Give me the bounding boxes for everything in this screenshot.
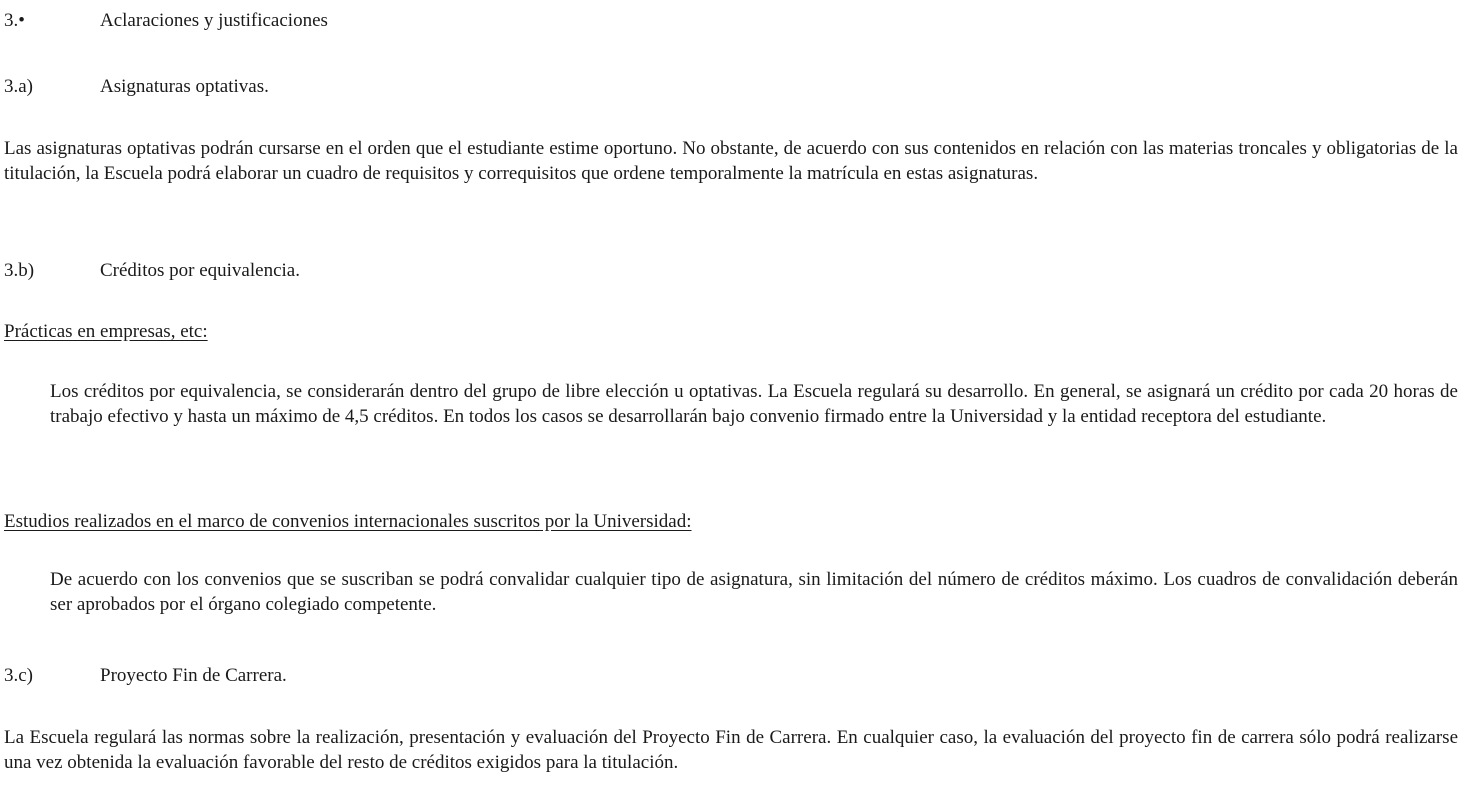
section-3a-heading bbox=[4, 75, 269, 99]
section-3a-title: Asignaturas optativas. bbox=[100, 76, 269, 97]
section-3c-title: Proyecto Fin de Carrera. bbox=[100, 665, 287, 686]
practicas-paragraph: Los créditos por equivalencia, se considerarán dentro del grupo de libre elección u optativas. La Escuela regulará su desarrollo. En general, se asignará un crédito por cada 20 horas de trabajo efectivo y hasta un máximo de 4,5 créditos. En todos los casos se desarrollarán bajo convenio firmado entre la Universidad y la entidad receptora del estudiante. bbox=[50, 381, 1458, 427]
section-3b-heading bbox=[4, 259, 300, 283]
section-3c-number: 3.c) bbox=[4, 665, 34, 686]
section-3c-heading bbox=[4, 664, 287, 688]
section-3c-paragraph: La Escuela regulará las normas sobre la realización, presentación y evaluación del Proyecto Fin de Carrera. En cualquier caso, la evaluación del proyecto fin de carrera sólo podrá realizarse una vez obtenida la evaluación favorable del resto de créditos exigidos para la titulación. bbox=[4, 727, 1458, 773]
section-3a-paragraph: Las asignaturas optativas podrán cursarse en el orden que el estudiante estime oportuno. No obstante, de acuerdo con sus contenidos en relación con las materias troncales y obligatorias de la titulación, la Escuela podrá elaborar un cuadro de requisitos y correquisitos que ordene temporalmente la matrícula en estas asignaturas. bbox=[4, 138, 1458, 184]
convenios-subheading: Estudios realizados en el marco de convenios internacionales suscritos por la Universidad: bbox=[4, 511, 692, 532]
section-3-heading bbox=[4, 9, 328, 33]
section-3b-title: Créditos por equivalencia. bbox=[100, 260, 300, 281]
section-3a-number: 3.a) bbox=[4, 76, 34, 97]
section-3b-number: 3.b) bbox=[4, 260, 35, 281]
section-3-number: 3.• bbox=[4, 10, 25, 31]
convenios-paragraph: De acuerdo con los convenios que se suscriban se podrá convalidar cualquier tipo de asignatura, sin limitación del número de créditos máximo. Los cuadros de convalidación deberán ser aprobados por el órgano colegiado competente. bbox=[50, 569, 1458, 615]
section-3-title: Aclaraciones y justificaciones bbox=[100, 10, 328, 31]
practicas-subheading: Prácticas en empresas, etc: bbox=[4, 321, 208, 342]
